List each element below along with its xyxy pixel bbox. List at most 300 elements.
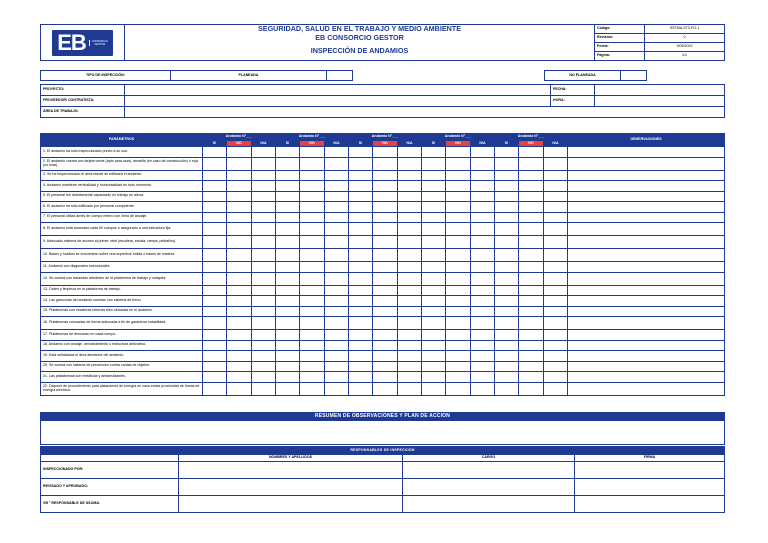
answer-cell[interactable] — [252, 361, 276, 372]
answer-cell[interactable] — [252, 382, 276, 395]
answer-cell[interactable] — [373, 382, 398, 395]
answer-cell[interactable] — [300, 296, 325, 307]
answer-cell[interactable] — [495, 351, 519, 362]
answer-cell[interactable] — [349, 223, 373, 236]
answer-cell[interactable] — [300, 181, 325, 192]
answer-cell[interactable] — [300, 170, 325, 181]
answer-cell[interactable] — [276, 223, 300, 236]
answer-cell[interactable] — [203, 147, 227, 158]
observation-cell[interactable] — [568, 296, 725, 307]
role-field[interactable] — [403, 479, 575, 496]
answer-cell[interactable] — [544, 191, 568, 202]
signature-field[interactable] — [575, 496, 725, 513]
observation-cell[interactable] — [568, 285, 725, 296]
answer-cell[interactable] — [227, 157, 252, 170]
answer-cell[interactable] — [276, 306, 300, 317]
answer-cell[interactable] — [349, 285, 373, 296]
answer-cell[interactable] — [227, 202, 252, 213]
answer-cell[interactable] — [398, 351, 422, 362]
answer-cell[interactable] — [325, 170, 349, 181]
observation-cell[interactable] — [568, 351, 725, 362]
answer-cell[interactable] — [544, 236, 568, 249]
answer-cell[interactable] — [300, 272, 325, 285]
answer-cell[interactable] — [227, 181, 252, 192]
answer-cell[interactable] — [325, 191, 349, 202]
answer-cell[interactable] — [471, 296, 495, 307]
answer-cell[interactable] — [203, 157, 227, 170]
answer-cell[interactable] — [227, 361, 252, 372]
answer-cell[interactable] — [446, 351, 471, 362]
answer-cell[interactable] — [471, 382, 495, 395]
answer-cell[interactable] — [227, 262, 252, 273]
answer-cell[interactable] — [544, 170, 568, 181]
answer-cell[interactable] — [422, 272, 446, 285]
answer-cell[interactable] — [471, 272, 495, 285]
answer-cell[interactable] — [252, 317, 276, 330]
answer-cell[interactable] — [203, 306, 227, 317]
observation-cell[interactable] — [568, 272, 725, 285]
answer-cell[interactable] — [227, 212, 252, 223]
answer-cell[interactable] — [398, 147, 422, 158]
answer-cell[interactable] — [495, 249, 519, 262]
answer-cell[interactable] — [519, 285, 544, 296]
answer-cell[interactable] — [325, 340, 349, 351]
answer-cell[interactable] — [495, 372, 519, 383]
answer-cell[interactable] — [544, 372, 568, 383]
answer-cell[interactable] — [276, 317, 300, 330]
answer-cell[interactable] — [276, 147, 300, 158]
answer-cell[interactable] — [544, 272, 568, 285]
answer-cell[interactable] — [276, 330, 300, 341]
answer-cell[interactable] — [519, 306, 544, 317]
answer-cell[interactable] — [519, 361, 544, 372]
project-field[interactable] — [125, 85, 551, 96]
answer-cell[interactable] — [276, 157, 300, 170]
signature-field[interactable] — [575, 479, 725, 496]
answer-cell[interactable] — [398, 212, 422, 223]
answer-cell[interactable] — [276, 249, 300, 262]
answer-cell[interactable] — [495, 382, 519, 395]
observation-cell[interactable] — [568, 202, 725, 213]
answer-cell[interactable] — [373, 191, 398, 202]
answer-cell[interactable] — [349, 262, 373, 273]
answer-cell[interactable] — [544, 202, 568, 213]
answer-cell[interactable] — [544, 296, 568, 307]
answer-cell[interactable] — [276, 285, 300, 296]
answer-cell[interactable] — [544, 361, 568, 372]
answer-cell[interactable] — [349, 296, 373, 307]
answer-cell[interactable] — [398, 306, 422, 317]
observation-cell[interactable] — [568, 330, 725, 341]
answer-cell[interactable] — [544, 330, 568, 341]
answer-cell[interactable] — [519, 317, 544, 330]
answer-cell[interactable] — [300, 285, 325, 296]
answer-cell[interactable] — [519, 249, 544, 262]
answer-cell[interactable] — [519, 382, 544, 395]
answer-cell[interactable] — [519, 340, 544, 351]
answer-cell[interactable] — [398, 157, 422, 170]
answer-cell[interactable] — [519, 296, 544, 307]
observation-cell[interactable] — [568, 361, 725, 372]
answer-cell[interactable] — [349, 249, 373, 262]
answer-cell[interactable] — [325, 306, 349, 317]
answer-cell[interactable] — [252, 223, 276, 236]
answer-cell[interactable] — [471, 202, 495, 213]
answer-cell[interactable] — [349, 191, 373, 202]
answer-cell[interactable] — [398, 361, 422, 372]
answer-cell[interactable] — [252, 372, 276, 383]
answer-cell[interactable] — [227, 340, 252, 351]
answer-cell[interactable] — [446, 212, 471, 223]
contractor-field[interactable] — [125, 96, 551, 107]
answer-cell[interactable] — [544, 223, 568, 236]
answer-cell[interactable] — [276, 340, 300, 351]
answer-cell[interactable] — [471, 306, 495, 317]
answer-cell[interactable] — [422, 351, 446, 362]
answer-cell[interactable] — [300, 340, 325, 351]
answer-cell[interactable] — [519, 157, 544, 170]
answer-cell[interactable] — [203, 296, 227, 307]
answer-cell[interactable] — [300, 262, 325, 273]
answer-cell[interactable] — [398, 330, 422, 341]
answer-cell[interactable] — [398, 236, 422, 249]
answer-cell[interactable] — [373, 340, 398, 351]
answer-cell[interactable] — [495, 317, 519, 330]
answer-cell[interactable] — [349, 382, 373, 395]
answer-cell[interactable] — [519, 351, 544, 362]
answer-cell[interactable] — [471, 330, 495, 341]
answer-cell[interactable] — [471, 212, 495, 223]
answer-cell[interactable] — [422, 249, 446, 262]
answer-cell[interactable] — [519, 330, 544, 341]
answer-cell[interactable] — [422, 330, 446, 341]
answer-cell[interactable] — [373, 372, 398, 383]
observation-cell[interactable] — [568, 191, 725, 202]
answer-cell[interactable] — [519, 212, 544, 223]
answer-cell[interactable] — [373, 351, 398, 362]
answer-cell[interactable] — [349, 202, 373, 213]
answer-cell[interactable] — [422, 372, 446, 383]
answer-cell[interactable] — [300, 191, 325, 202]
role-field[interactable] — [403, 462, 575, 479]
answer-cell[interactable] — [252, 296, 276, 307]
answer-cell[interactable] — [446, 361, 471, 372]
answer-cell[interactable] — [227, 272, 252, 285]
answer-cell[interactable] — [495, 170, 519, 181]
answer-cell[interactable] — [471, 262, 495, 273]
observation-cell[interactable] — [568, 249, 725, 262]
observation-cell[interactable] — [568, 236, 725, 249]
answer-cell[interactable] — [252, 147, 276, 158]
answer-cell[interactable] — [203, 361, 227, 372]
answer-cell[interactable] — [325, 317, 349, 330]
answer-cell[interactable] — [471, 285, 495, 296]
answer-cell[interactable] — [446, 223, 471, 236]
answer-cell[interactable] — [446, 181, 471, 192]
answer-cell[interactable] — [471, 340, 495, 351]
answer-cell[interactable] — [471, 236, 495, 249]
observation-cell[interactable] — [568, 170, 725, 181]
answer-cell[interactable] — [446, 317, 471, 330]
answer-cell[interactable] — [422, 296, 446, 307]
answer-cell[interactable] — [227, 147, 252, 158]
answer-cell[interactable] — [349, 147, 373, 158]
summary-field[interactable] — [41, 421, 725, 445]
answer-cell[interactable] — [325, 382, 349, 395]
answer-cell[interactable] — [422, 285, 446, 296]
answer-cell[interactable] — [544, 382, 568, 395]
answer-cell[interactable] — [422, 262, 446, 273]
signature-field[interactable] — [575, 462, 725, 479]
answer-cell[interactable] — [227, 223, 252, 236]
answer-cell[interactable] — [252, 236, 276, 249]
answer-cell[interactable] — [325, 272, 349, 285]
answer-cell[interactable] — [446, 202, 471, 213]
answer-cell[interactable] — [544, 157, 568, 170]
answer-cell[interactable] — [422, 306, 446, 317]
observation-cell[interactable] — [568, 306, 725, 317]
answer-cell[interactable] — [203, 202, 227, 213]
answer-cell[interactable] — [300, 330, 325, 341]
answer-cell[interactable] — [349, 306, 373, 317]
answer-cell[interactable] — [471, 372, 495, 383]
answer-cell[interactable] — [519, 372, 544, 383]
answer-cell[interactable] — [252, 272, 276, 285]
answer-cell[interactable] — [373, 170, 398, 181]
answer-cell[interactable] — [349, 351, 373, 362]
answer-cell[interactable] — [227, 191, 252, 202]
work-area-field[interactable] — [125, 107, 725, 118]
answer-cell[interactable] — [325, 361, 349, 372]
no-planeada-checkbox[interactable] — [621, 71, 647, 81]
answer-cell[interactable] — [422, 317, 446, 330]
answer-cell[interactable] — [325, 202, 349, 213]
answer-cell[interactable] — [373, 157, 398, 170]
answer-cell[interactable] — [373, 181, 398, 192]
answer-cell[interactable] — [325, 372, 349, 383]
answer-cell[interactable] — [519, 262, 544, 273]
answer-cell[interactable] — [422, 157, 446, 170]
answer-cell[interactable] — [300, 361, 325, 372]
answer-cell[interactable] — [544, 212, 568, 223]
answer-cell[interactable] — [446, 170, 471, 181]
answer-cell[interactable] — [276, 272, 300, 285]
answer-cell[interactable] — [373, 212, 398, 223]
answer-cell[interactable] — [325, 212, 349, 223]
answer-cell[interactable] — [446, 249, 471, 262]
answer-cell[interactable] — [227, 317, 252, 330]
answer-cell[interactable] — [446, 262, 471, 273]
answer-cell[interactable] — [276, 181, 300, 192]
answer-cell[interactable] — [349, 236, 373, 249]
answer-cell[interactable] — [252, 351, 276, 362]
answer-cell[interactable] — [471, 157, 495, 170]
answer-cell[interactable] — [276, 236, 300, 249]
answer-cell[interactable] — [495, 272, 519, 285]
answer-cell[interactable] — [373, 285, 398, 296]
answer-cell[interactable] — [422, 223, 446, 236]
answer-cell[interactable] — [373, 306, 398, 317]
answer-cell[interactable] — [252, 181, 276, 192]
answer-cell[interactable] — [203, 212, 227, 223]
answer-cell[interactable] — [471, 191, 495, 202]
answer-cell[interactable] — [446, 157, 471, 170]
name-field[interactable] — [179, 479, 403, 496]
answer-cell[interactable] — [325, 285, 349, 296]
answer-cell[interactable] — [203, 170, 227, 181]
answer-cell[interactable] — [544, 249, 568, 262]
answer-cell[interactable] — [495, 236, 519, 249]
answer-cell[interactable] — [495, 223, 519, 236]
answer-cell[interactable] — [203, 249, 227, 262]
answer-cell[interactable] — [203, 382, 227, 395]
answer-cell[interactable] — [519, 236, 544, 249]
answer-cell[interactable] — [544, 351, 568, 362]
name-field[interactable] — [179, 462, 403, 479]
answer-cell[interactable] — [373, 361, 398, 372]
answer-cell[interactable] — [203, 262, 227, 273]
answer-cell[interactable] — [398, 340, 422, 351]
answer-cell[interactable] — [398, 317, 422, 330]
answer-cell[interactable] — [422, 236, 446, 249]
answer-cell[interactable] — [495, 212, 519, 223]
answer-cell[interactable] — [227, 372, 252, 383]
answer-cell[interactable] — [398, 262, 422, 273]
answer-cell[interactable] — [252, 202, 276, 213]
observation-cell[interactable] — [568, 223, 725, 236]
answer-cell[interactable] — [544, 147, 568, 158]
answer-cell[interactable] — [349, 212, 373, 223]
answer-cell[interactable] — [422, 181, 446, 192]
answer-cell[interactable] — [398, 272, 422, 285]
answer-cell[interactable] — [349, 372, 373, 383]
answer-cell[interactable] — [300, 202, 325, 213]
answer-cell[interactable] — [471, 317, 495, 330]
answer-cell[interactable] — [446, 236, 471, 249]
answer-cell[interactable] — [203, 351, 227, 362]
answer-cell[interactable] — [276, 202, 300, 213]
answer-cell[interactable] — [227, 236, 252, 249]
answer-cell[interactable] — [252, 285, 276, 296]
answer-cell[interactable] — [446, 296, 471, 307]
answer-cell[interactable] — [325, 330, 349, 341]
answer-cell[interactable] — [227, 285, 252, 296]
answer-cell[interactable] — [495, 330, 519, 341]
answer-cell[interactable] — [203, 372, 227, 383]
answer-cell[interactable] — [300, 236, 325, 249]
answer-cell[interactable] — [373, 262, 398, 273]
answer-cell[interactable] — [398, 372, 422, 383]
answer-cell[interactable] — [300, 351, 325, 362]
answer-cell[interactable] — [276, 170, 300, 181]
answer-cell[interactable] — [349, 170, 373, 181]
answer-cell[interactable] — [203, 330, 227, 341]
answer-cell[interactable] — [252, 212, 276, 223]
answer-cell[interactable] — [422, 340, 446, 351]
answer-cell[interactable] — [325, 181, 349, 192]
answer-cell[interactable] — [519, 181, 544, 192]
answer-cell[interactable] — [203, 272, 227, 285]
answer-cell[interactable] — [300, 372, 325, 383]
answer-cell[interactable] — [276, 262, 300, 273]
answer-cell[interactable] — [422, 202, 446, 213]
answer-cell[interactable] — [203, 285, 227, 296]
answer-cell[interactable] — [519, 191, 544, 202]
answer-cell[interactable] — [398, 191, 422, 202]
answer-cell[interactable] — [227, 330, 252, 341]
answer-cell[interactable] — [495, 202, 519, 213]
answer-cell[interactable] — [495, 191, 519, 202]
answer-cell[interactable] — [471, 361, 495, 372]
answer-cell[interactable] — [519, 223, 544, 236]
answer-cell[interactable] — [349, 181, 373, 192]
observation-cell[interactable] — [568, 372, 725, 383]
answer-cell[interactable] — [373, 272, 398, 285]
answer-cell[interactable] — [203, 340, 227, 351]
date-field[interactable] — [595, 85, 725, 96]
answer-cell[interactable] — [276, 351, 300, 362]
answer-cell[interactable] — [398, 296, 422, 307]
answer-cell[interactable] — [398, 249, 422, 262]
answer-cell[interactable] — [252, 170, 276, 181]
answer-cell[interactable] — [252, 340, 276, 351]
answer-cell[interactable] — [446, 285, 471, 296]
observation-cell[interactable] — [568, 262, 725, 273]
answer-cell[interactable] — [446, 330, 471, 341]
answer-cell[interactable] — [495, 296, 519, 307]
answer-cell[interactable] — [252, 330, 276, 341]
answer-cell[interactable] — [349, 317, 373, 330]
answer-cell[interactable] — [471, 181, 495, 192]
answer-cell[interactable] — [446, 372, 471, 383]
answer-cell[interactable] — [276, 191, 300, 202]
answer-cell[interactable] — [276, 372, 300, 383]
answer-cell[interactable] — [227, 306, 252, 317]
observation-cell[interactable] — [568, 147, 725, 158]
answer-cell[interactable] — [495, 181, 519, 192]
answer-cell[interactable] — [422, 212, 446, 223]
answer-cell[interactable] — [203, 223, 227, 236]
answer-cell[interactable] — [349, 330, 373, 341]
answer-cell[interactable] — [252, 191, 276, 202]
answer-cell[interactable] — [373, 249, 398, 262]
answer-cell[interactable] — [446, 147, 471, 158]
answer-cell[interactable] — [300, 212, 325, 223]
answer-cell[interactable] — [495, 157, 519, 170]
observation-cell[interactable] — [568, 212, 725, 223]
answer-cell[interactable] — [276, 361, 300, 372]
answer-cell[interactable] — [398, 285, 422, 296]
answer-cell[interactable] — [471, 223, 495, 236]
answer-cell[interactable] — [300, 306, 325, 317]
answer-cell[interactable] — [544, 306, 568, 317]
answer-cell[interactable] — [373, 202, 398, 213]
answer-cell[interactable] — [422, 147, 446, 158]
answer-cell[interactable] — [227, 382, 252, 395]
answer-cell[interactable] — [300, 382, 325, 395]
answer-cell[interactable] — [203, 317, 227, 330]
answer-cell[interactable] — [325, 147, 349, 158]
answer-cell[interactable] — [471, 249, 495, 262]
answer-cell[interactable] — [300, 147, 325, 158]
answer-cell[interactable] — [422, 191, 446, 202]
observation-cell[interactable] — [568, 340, 725, 351]
answer-cell[interactable] — [227, 170, 252, 181]
answer-cell[interactable] — [446, 306, 471, 317]
answer-cell[interactable] — [519, 170, 544, 181]
answer-cell[interactable] — [227, 296, 252, 307]
answer-cell[interactable] — [446, 382, 471, 395]
